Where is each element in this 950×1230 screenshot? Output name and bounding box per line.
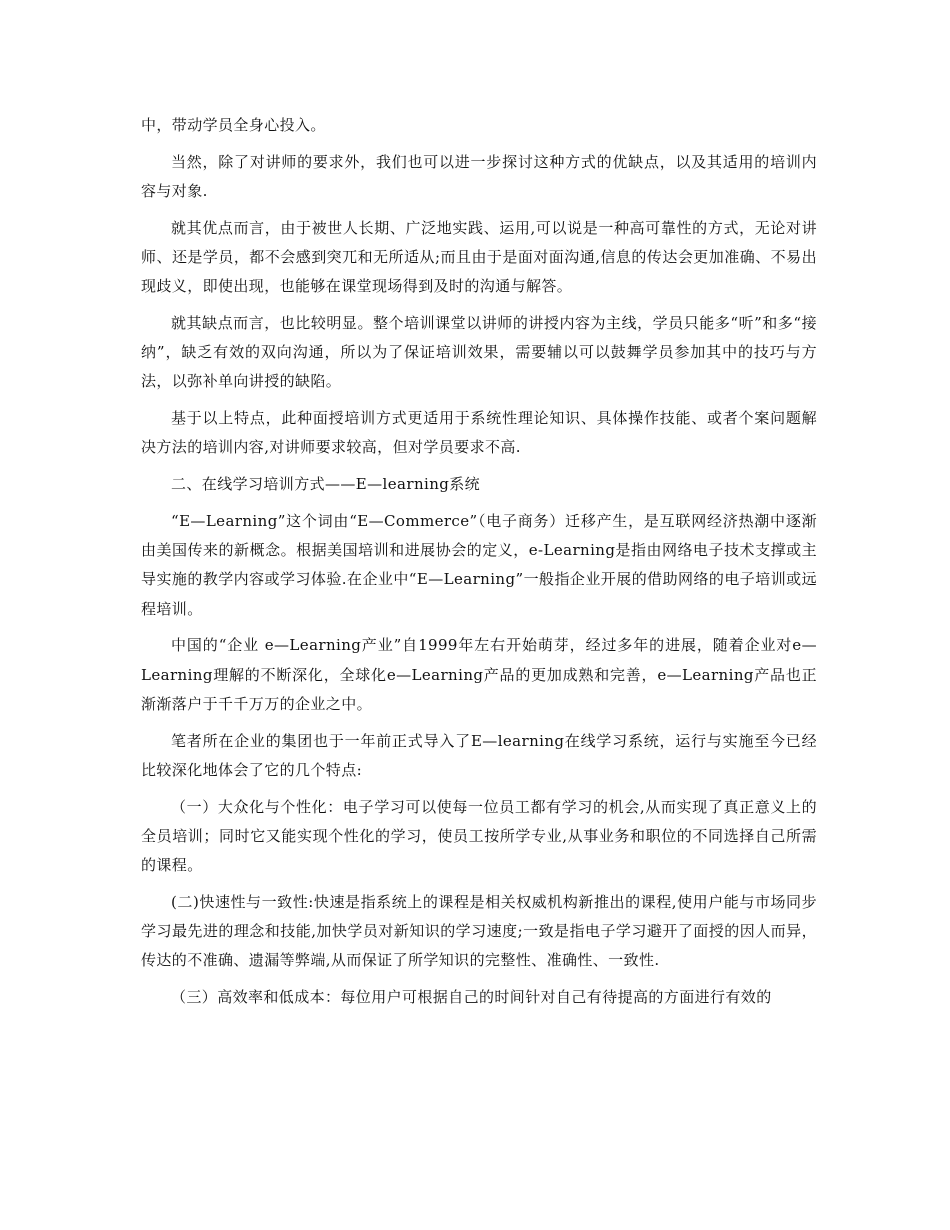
section-heading: 二、在线学习培训方式——E—learning系统 <box>171 475 481 494</box>
paragraph: (二)快速性与一致性:快速是指系统上的课程是相关权威机构新推出的课程,使用户能与市场同步学习最先进的理念和技能,加快学员对新知识的学习速度;一致是指电子学习避开了面授的因人而异，传达的不准确、遗漏等弊端,从而保证了所学知识的完整性、准确性、一致性. <box>141 892 817 970</box>
paragraph: 中国的“企业 e—Learning产业”自1999年左右开始萌芽，经过多年的进展，随着企业对e—Learning理解的不断深化，全球化e—Learning产品的更加成熟和完善，e—Learning产品也正渐渐落户于千千万万的企业之中。 <box>141 636 817 713</box>
document-body <box>141 111 817 1020</box>
paragraph: 笔者所在企业的集团也于一年前正式导入了E—learning在线学习系统，运行与实施至今已经比较深化地体会了它的几个特点: <box>141 731 817 779</box>
paragraph: 就其缺点而言，也比较明显。整个培训课堂以讲师的讲授内容为主线，学员只能多“听”和多“接纳”，缺乏有效的双向沟通，所以为了保证培训效果，需要辅以可以鼓舞学员参加其中的技巧与方法，以弥补单向讲授的缺陷。 <box>141 314 817 391</box>
paragraph: 基于以上特点，此种面授培训方式更适用于系统性理论知识、具体操作技能、或者个案问题解决方法的培训内容,对讲师要求较高，但对学员要求不高. <box>141 409 817 457</box>
paragraph-continuation: 中，带动学员全身心投入。 <box>141 116 326 134</box>
paragraph: 当然，除了对讲师的要求外，我们也可以进一步探讨这种方式的优缺点，以及其适用的培训内容与对象. <box>141 152 817 200</box>
paragraph: （三）高效率和低成本：每位用户可根据自己的时间针对自己有待提高的方面进行有效的 <box>171 988 772 1007</box>
paragraph: “E—Learning”这个词由“E—Commerce”（电子商务）迁移产生，是互联网经济热潮中逐渐由美国传来的新概念。根据美国培训和进展协会的定义，e-Learning是指由网络电子技术支撑或主导实施的教学内容或学习体验.在企业中“E—Learning”一般指企业开展的借助网络的电子培训或远程培训。 <box>141 512 817 618</box>
paragraph: 就其优点而言，由于被世人长期、广泛地实践、运用,可以说是一种高可靠性的方式，无论对讲师、还是学员，都不会感到突兀和无所适从;而且由于是面对面沟通,信息的传达会更加准确、不易出现歧义，即使出现，也能够在课堂现场得到及时的沟通与解答。 <box>141 218 817 296</box>
paragraph: （一）大众化与个性化：电子学习可以使每一位员工都有学习的机会,从而实现了真正意义上的全员培训；同时它又能实现个性化的学习，使员工按所学专业,从事业务和职位的不同选择自己所需的课程。 <box>141 797 817 875</box>
